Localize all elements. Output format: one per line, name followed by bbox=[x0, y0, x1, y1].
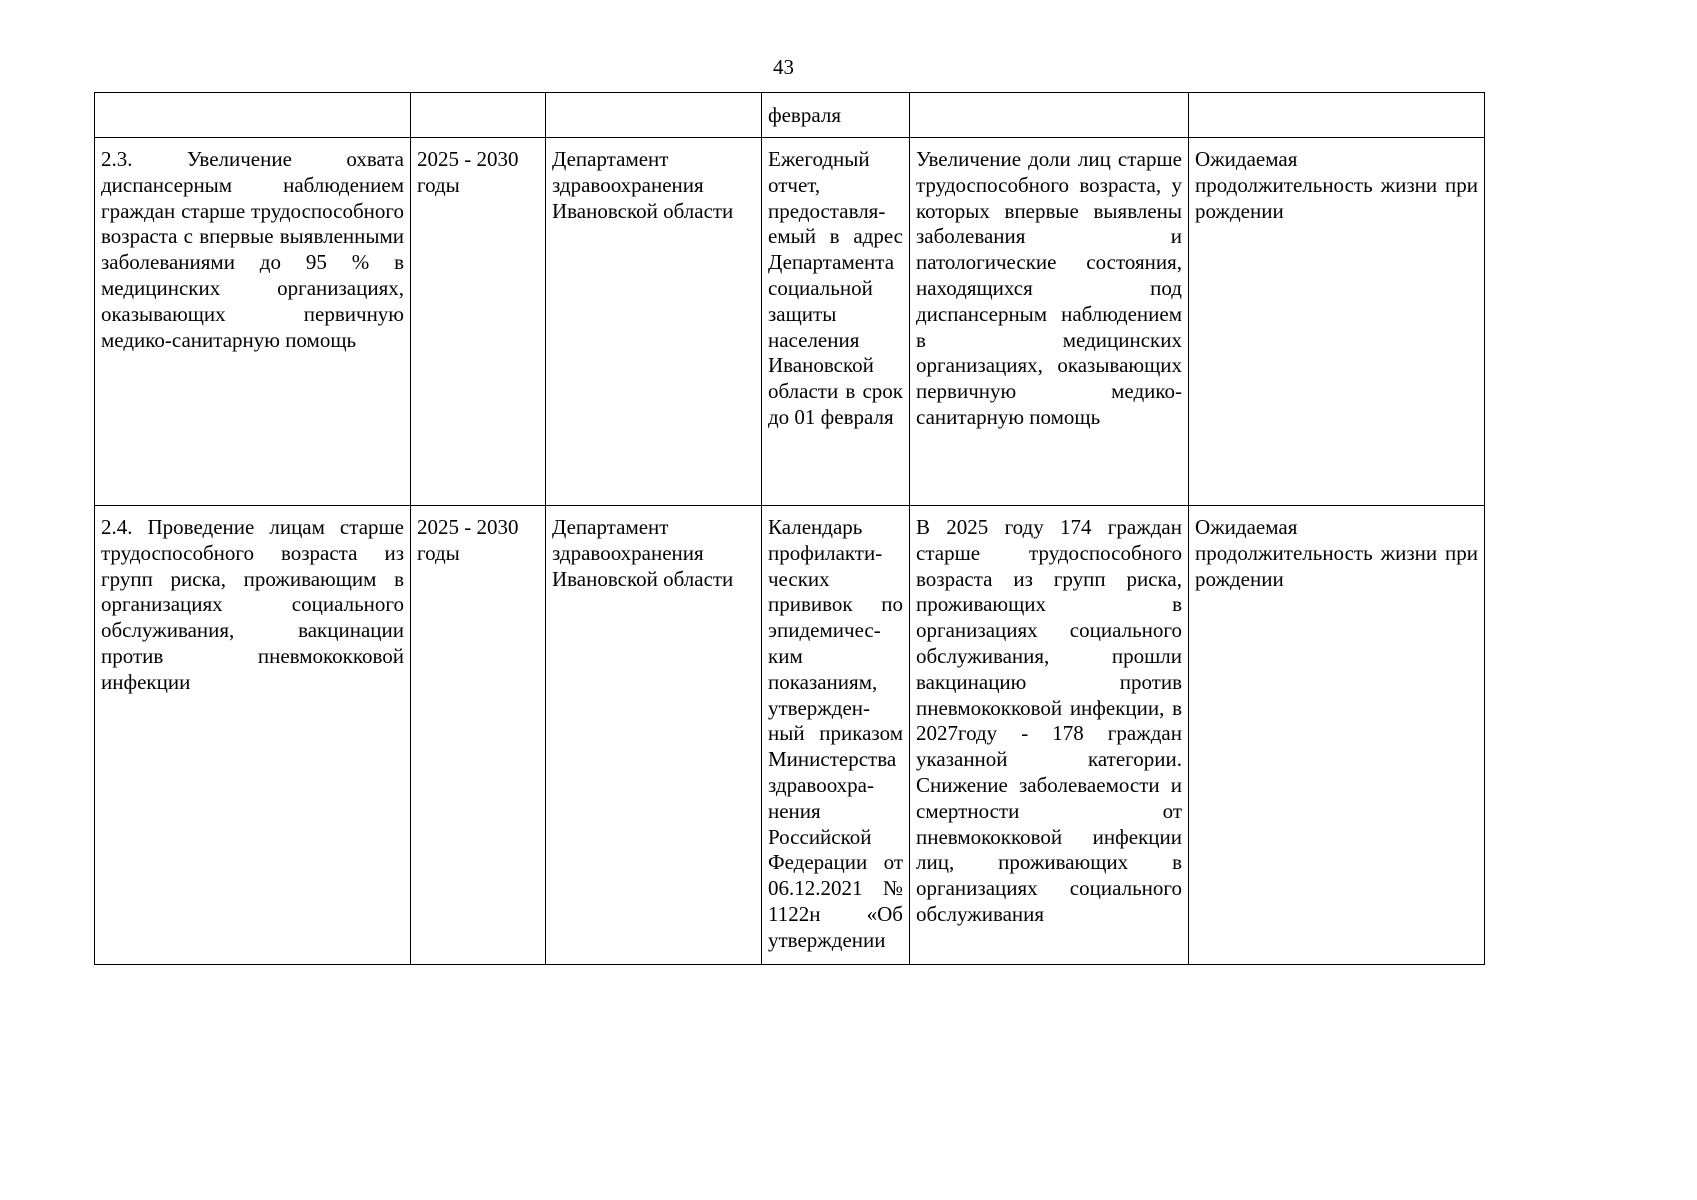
cell-executor: Департамент здравоохранения Ивановской области bbox=[546, 138, 762, 506]
cell-result bbox=[910, 93, 1189, 138]
cell-report: Календарь профилакти-ческих прививок по эпидемичес-ким показаниям, утвержден-ный приказом Министерства здравоохра-нения Российской Федерации от 06.12.2021 № 1122н «Об утверждении bbox=[762, 506, 910, 965]
cell-executor: Департамент здравоохранения Ивановской области bbox=[546, 506, 762, 965]
cell-indicator: Ожидаемая продолжительность жизни при рождении bbox=[1189, 138, 1485, 506]
cell-indicator bbox=[1189, 93, 1485, 138]
cell-report: Ежегодный отчет, предоставля-емый в адрес Департамента социальной защиты населения Ивановской области в срок до 01 февраля bbox=[762, 138, 910, 506]
page-number: 43 bbox=[773, 55, 794, 79]
table-row-2-4 bbox=[95, 506, 1485, 965]
table-row-continuation bbox=[95, 93, 1485, 138]
cell-measure bbox=[95, 93, 411, 138]
cell-executor bbox=[546, 93, 762, 138]
cell-report: февраля bbox=[762, 93, 910, 138]
cell-period: 2025 - 2030 годы bbox=[411, 506, 546, 965]
cell-measure: 2.3. Увеличение охвата диспансерным наблюдением граждан старше трудоспособного возраста с впервые выявленными заболеваниями до 95 % в медицинских организациях, оказывающих первичную медико-санитарную помощь bbox=[95, 138, 411, 506]
cell-result: Увеличение доли лиц старше трудоспособного возраста, у которых впервые выявлены заболевания и патологические состояния, находящихся под диспансерным наблюдением в медицинских организациях, оказывающих первичную медико-санитарную помощь bbox=[910, 138, 1189, 506]
measures-table bbox=[94, 92, 1485, 965]
cell-period: 2025 - 2030 годы bbox=[411, 138, 546, 506]
cell-result: В 2025 году 174 граждан старше трудоспособного возраста из групп риска, проживающих в организациях социального обслуживания, прошли вакцинацию против пневмококковой инфекции, в 2027году - 178 граждан указанной категории. Снижение заболеваемости и смертности от пневмококковой инфекции лиц, проживающих в организациях социального обслуживания bbox=[910, 506, 1189, 965]
cell-period bbox=[411, 93, 546, 138]
cell-indicator: Ожидаемая продолжительность жизни при рождении bbox=[1189, 506, 1485, 965]
table-row-2-3 bbox=[95, 138, 1485, 506]
cell-measure: 2.4. Проведение лицам старше трудоспособного возраста из групп риска, проживающим в организациях социального обслуживания, вакцинации против пневмококковой инфекции bbox=[95, 506, 411, 965]
